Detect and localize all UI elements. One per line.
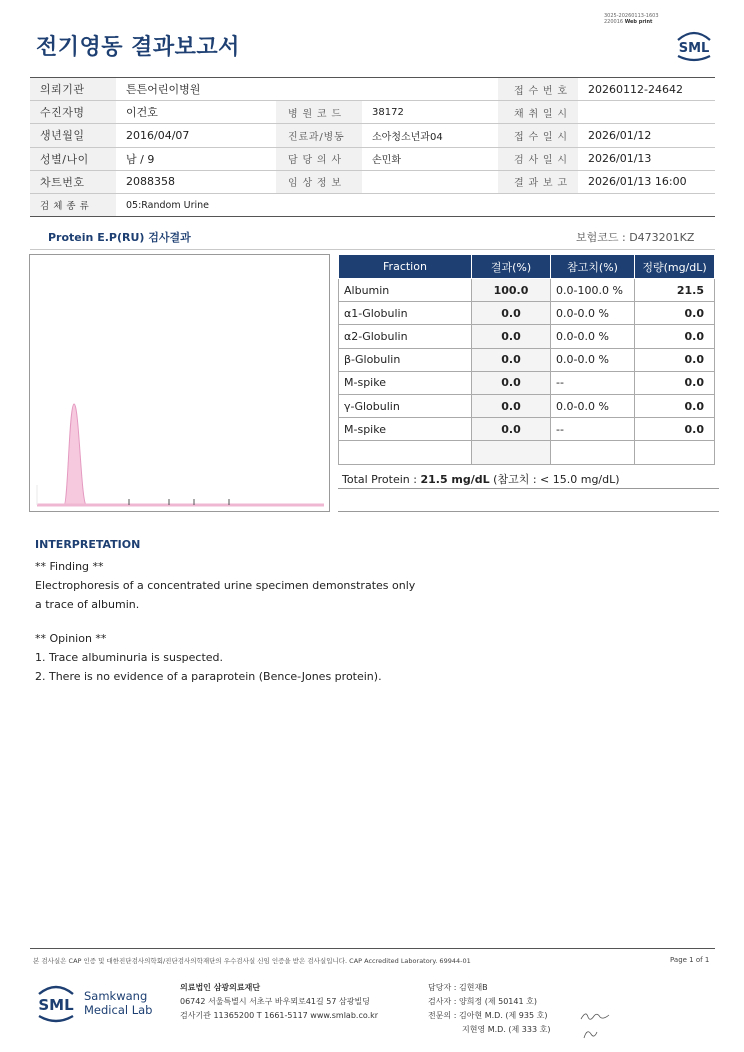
info-value: 2026/01/13 xyxy=(578,147,715,170)
info-value xyxy=(362,170,498,193)
signature-image xyxy=(578,1008,612,1042)
col-header-reference: 참고치(%) xyxy=(551,255,635,279)
electrophoresis-graph xyxy=(29,254,330,512)
fraction-reference: 0.0-0.0 % xyxy=(551,348,635,371)
print-code xyxy=(604,13,659,25)
fraction-reference: 0.0-0.0 % xyxy=(551,325,635,348)
logo-top-text: SML xyxy=(678,41,710,56)
info-row xyxy=(30,147,715,170)
logo-text-samkwang: Samkwang xyxy=(84,989,148,1003)
interpretation-line xyxy=(35,614,415,629)
staff-line xyxy=(428,1009,550,1023)
interpretation-line: ** Finding ** xyxy=(35,560,104,573)
info-row xyxy=(30,170,715,193)
total-protein-reference: (참고치 : < 15.0 mg/dL) xyxy=(489,473,620,486)
info-value: 소아청소년과04 xyxy=(362,124,498,147)
info-value xyxy=(578,101,715,124)
specimen-row xyxy=(30,193,715,216)
fraction-quantity: 0.0 xyxy=(635,325,715,348)
fraction-header-row xyxy=(339,255,715,279)
staff-name: 김아현 M.D. (제 935 호) xyxy=(458,1011,548,1020)
table-row xyxy=(339,441,715,464)
fraction-reference: -- xyxy=(551,371,635,394)
fraction-quantity: 0.0 xyxy=(635,371,715,394)
total-divider xyxy=(338,488,719,489)
fraction-quantity: 0.0 xyxy=(635,418,715,441)
logo-bottom-sml: SML xyxy=(38,996,74,1014)
fraction-quantity: 21.5 xyxy=(635,279,715,302)
staff-role: 검사자 : xyxy=(428,997,457,1006)
sml-logo-icon xyxy=(674,28,714,62)
fraction-name: M-spike xyxy=(339,371,472,394)
info-value xyxy=(362,78,498,101)
interpretation-title: INTERPRETATION xyxy=(35,538,141,551)
fraction-name: Albumin xyxy=(339,279,472,302)
fraction-reference xyxy=(551,441,635,464)
table-row xyxy=(339,348,715,371)
print-code-line2: 220016 xyxy=(604,19,624,25)
insurance-code: 보험코드 : D473201KZ xyxy=(576,231,695,244)
interpretation-line: Electrophoresis of a concentrated urine specimen demonstrates only xyxy=(35,579,416,592)
fraction-reference: -- xyxy=(551,418,635,441)
fraction-result: 0.0 xyxy=(472,348,551,371)
print-code-line1: 3025-20260113-1603 xyxy=(604,13,659,19)
fraction-result: 0.0 xyxy=(472,418,551,441)
fraction-name: γ-Globulin xyxy=(339,394,472,417)
info-key: 담 당 의 사 xyxy=(276,147,362,170)
info-value: 튼튼어린이병원 xyxy=(116,78,276,101)
fraction-reference: 0.0-0.0 % xyxy=(551,394,635,417)
staff-name: 양희정 (제 50141 호) xyxy=(458,997,537,1006)
info-key: 의뢰기관 xyxy=(30,78,116,101)
staff-role: 담당자 : xyxy=(428,983,457,992)
col-header-fraction: Fraction xyxy=(339,255,472,279)
info-key: 성별/나이 xyxy=(30,147,116,170)
staff-role: 전문의 : xyxy=(428,1011,457,1020)
info-key: 접 수 일 시 xyxy=(498,124,578,147)
org-contact: 검사기관 11365200 T 1661-5117 www.smlab.co.kr xyxy=(180,1011,379,1020)
total-protein xyxy=(342,471,620,487)
info-key: 검 사 일 시 xyxy=(498,147,578,170)
info-key xyxy=(276,78,362,101)
report-title: 전기영동 결과보고서 xyxy=(36,35,240,60)
table-row xyxy=(339,302,715,325)
info-key: 접 수 번 호 xyxy=(498,78,578,101)
staff-line xyxy=(428,1023,550,1037)
accreditation-note: 본 검사실은 CAP 인증 및 대한진단검사의학회/진단검사의학재단의 우수검사실 신임 인증을 받은 검사실입니다. CAP Accredited Laboratory. 69944-01 xyxy=(33,957,471,965)
interpretation-line: 2. There is no evidence of a paraprotein (Bence-Jones protein). xyxy=(35,670,382,683)
staff-name: 김현재B xyxy=(458,983,488,992)
info-key: 생년월일 xyxy=(30,124,116,147)
footer-divider xyxy=(30,948,715,949)
info-key: 결 과 보 고 xyxy=(498,170,578,193)
fraction-name: α2-Globulin xyxy=(339,325,472,348)
web-print-label: Web print xyxy=(624,19,653,25)
staff-info xyxy=(428,981,550,1037)
info-key: 진료과/병동 xyxy=(276,124,362,147)
fraction-reference: 0.0-0.0 % xyxy=(551,302,635,325)
info-value: 20260112-24642 xyxy=(578,78,715,101)
patient-info-table xyxy=(30,77,715,217)
org-name: 의료법인 삼광의료재단 xyxy=(180,983,261,992)
info-row xyxy=(30,101,715,124)
table-row xyxy=(339,279,715,302)
fraction-result: 0.0 xyxy=(472,325,551,348)
organization-info xyxy=(180,981,378,1023)
table-row xyxy=(339,371,715,394)
fraction-name: α1-Globulin xyxy=(339,302,472,325)
total-protein-value: 21.5 xyxy=(420,473,448,486)
fraction-quantity: 0.0 xyxy=(635,394,715,417)
fraction-quantity xyxy=(635,441,715,464)
interpretation-line: 1. Trace albuminuria is suspected. xyxy=(35,651,224,664)
info-key: 차트번호 xyxy=(30,170,116,193)
table-row xyxy=(339,418,715,441)
info-value: 손민화 xyxy=(362,147,498,170)
fraction-name: M-spike xyxy=(339,418,472,441)
interpretation-line: ** Opinion ** xyxy=(35,632,107,645)
table-row xyxy=(339,394,715,417)
org-address: 06742 서울특별시 서초구 바우뫼로41길 57 삼광빌딩 xyxy=(180,997,370,1006)
table-row xyxy=(339,325,715,348)
specimen-value: 05:Random Urine xyxy=(116,193,715,216)
samkwang-logo-icon xyxy=(36,980,154,1026)
fraction-result: 0.0 xyxy=(472,371,551,394)
info-key: 병 원 코 드 xyxy=(276,101,362,124)
total-protein-label: Total Protein : xyxy=(342,473,421,486)
info-key: 수진자명 xyxy=(30,101,116,124)
fraction-result: 0.0 xyxy=(472,394,551,417)
info-value: 남 / 9 xyxy=(116,147,276,170)
fraction-table xyxy=(338,254,715,465)
info-row xyxy=(30,124,715,147)
fraction-result: 100.0 xyxy=(472,279,551,302)
specimen-key: 검 체 종 류 xyxy=(30,193,116,216)
interpretation-body xyxy=(35,557,415,686)
albumin-peak xyxy=(64,404,86,505)
col-header-quantity: 정량(mg/dL) xyxy=(635,255,715,279)
staff-line xyxy=(428,995,550,1009)
info-row xyxy=(30,78,715,101)
info-value: 2026/01/12 xyxy=(578,124,715,147)
fraction-result: 0.0 xyxy=(472,302,551,325)
fraction-name xyxy=(339,441,472,464)
section-divider xyxy=(30,249,715,250)
info-value: 2026/01/13 16:00 xyxy=(578,170,715,193)
fraction-name: β-Globulin xyxy=(339,348,472,371)
total-protein-unit: mg/dL xyxy=(447,473,490,486)
fraction-reference: 0.0-100.0 % xyxy=(551,279,635,302)
col-header-result: 결과(%) xyxy=(472,255,551,279)
info-value: 2016/04/07 xyxy=(116,124,276,147)
staff-line xyxy=(428,981,550,995)
info-value: 2088358 xyxy=(116,170,276,193)
fraction-quantity: 0.0 xyxy=(635,348,715,371)
page-number: Page 1 of 1 xyxy=(670,956,710,964)
fraction-result xyxy=(472,441,551,464)
fraction-quantity: 0.0 xyxy=(635,302,715,325)
info-key: 임 상 정 보 xyxy=(276,170,362,193)
electropherogram-svg xyxy=(30,255,329,511)
staff-name: 지현영 M.D. (제 333 호) xyxy=(462,1025,551,1034)
interpretation-line: a trace of albumin. xyxy=(35,598,140,611)
info-value: 이건호 xyxy=(116,101,276,124)
section-title: Protein E.P(RU) 검사결과 xyxy=(48,231,191,244)
info-value: 38172 xyxy=(362,101,498,124)
info-key: 채 취 일 시 xyxy=(498,101,578,124)
total-divider-bottom xyxy=(338,511,719,512)
logo-text-medical-lab: Medical Lab xyxy=(84,1003,153,1017)
